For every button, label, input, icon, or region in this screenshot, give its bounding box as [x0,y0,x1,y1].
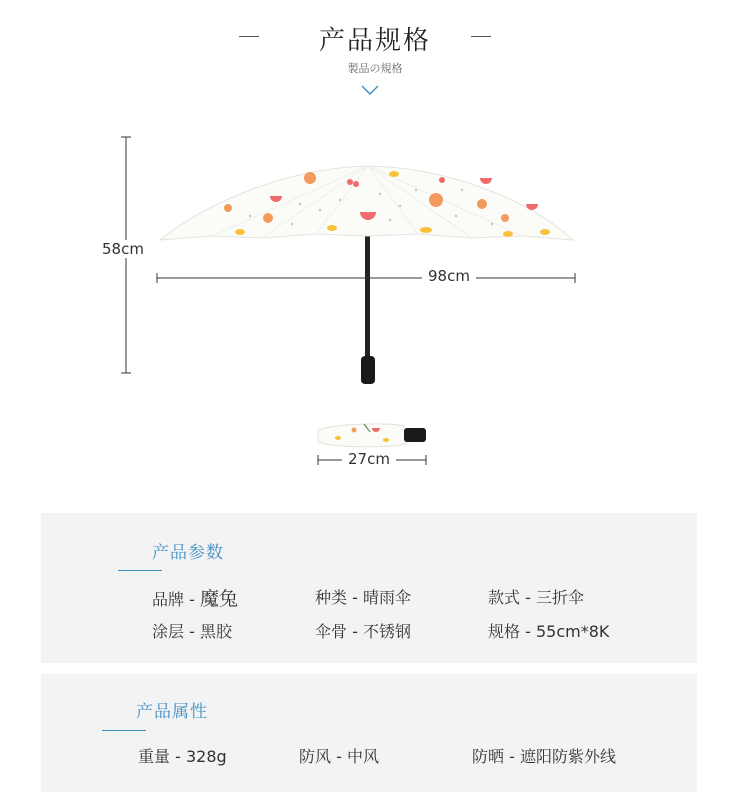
folded-umbrella-image [314,418,430,452]
params-section-underline [118,570,162,571]
spec-style: 款式 - 三折伞 [488,588,584,607]
title-dash-left [239,36,259,37]
attributes-section-title: 产品属性 [136,702,208,722]
attributes-section-underline [102,730,146,731]
spec-coating: 涂层 - 黑胶 [152,622,232,641]
spec-size: 规格 - 55cm*8K [488,622,610,641]
title-dash-right [471,36,491,37]
spec-brand: 品牌 - 魔兔 [152,588,238,610]
attr-windproof: 防风 - 中风 [299,747,379,766]
folded-label: 27cm [342,450,396,468]
params-section-title: 产品参数 [152,543,224,563]
spec-type: 种类 - 晴雨伞 [315,588,411,607]
spec-frame: 伞骨 - 不锈钢 [315,622,411,641]
attributes-panel [41,674,697,792]
attr-sun-protection: 防晒 - 遮阳防紫外线 [472,747,616,766]
height-label: 58cm [98,240,148,258]
chevron-down-icon [361,84,379,96]
page-title: 产品规格 [318,26,431,56]
width-label: 98cm [422,267,476,285]
page-subtitle: 製品の規格 [347,62,403,75]
attr-weight: 重量 - 328g [138,747,227,766]
width-dimension-line [150,270,580,286]
